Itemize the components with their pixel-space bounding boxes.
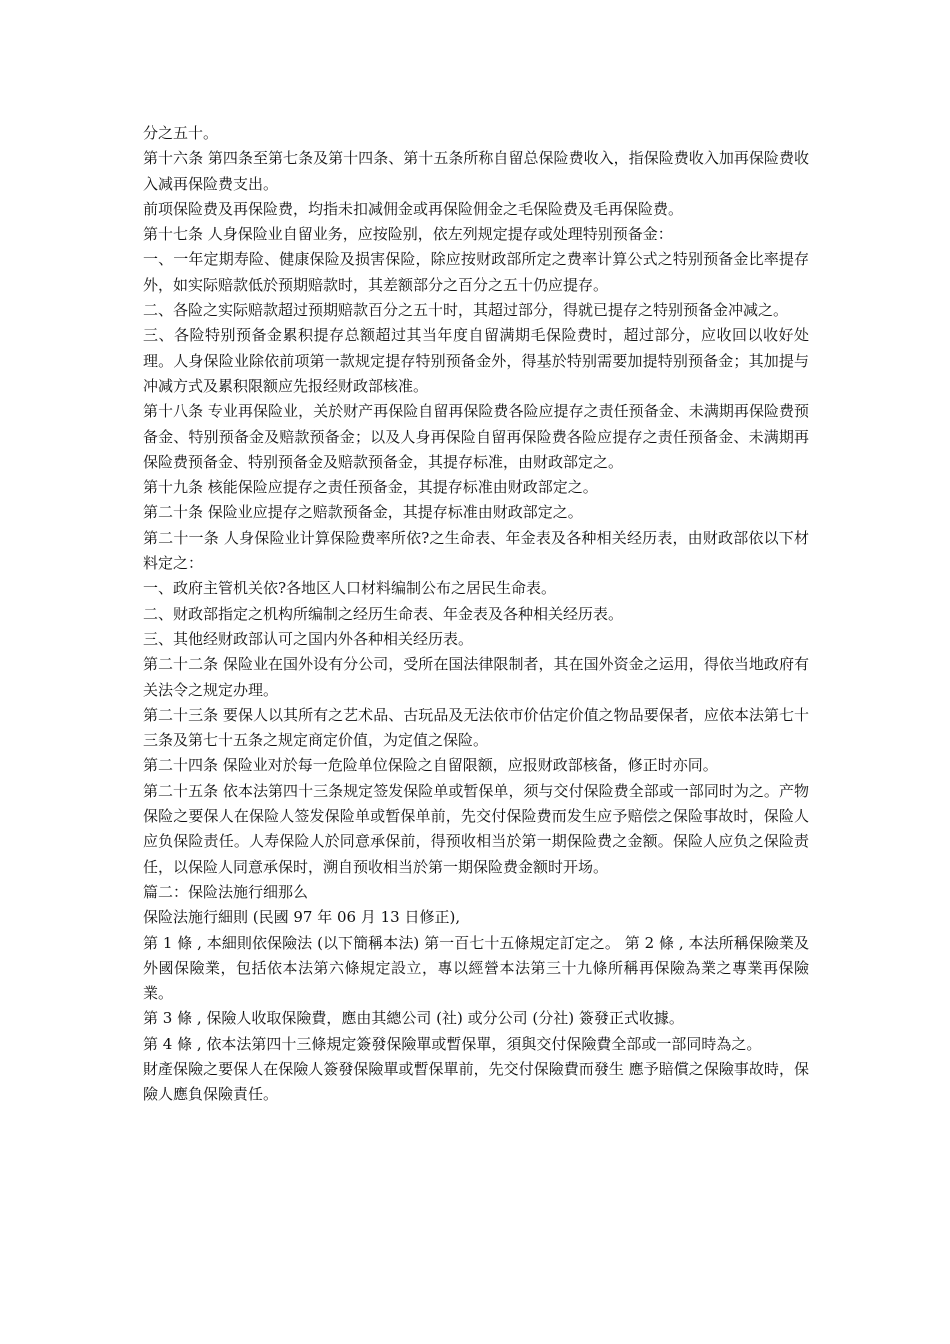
paragraph: 分之五十。 (143, 124, 219, 142)
paragraph: 第二十条 保险业应提存之赔款预备金，其提存标准由财政部定之。 (143, 503, 583, 522)
paragraph: 二、财政部指定之机构所编制之经历生命表、年金表及各种相关经历表。 (143, 604, 624, 623)
paragraph: 一、政府主管机关依?各地区人口材料编制公布之居民生命表。 (143, 579, 557, 598)
paragraph: 第十七条 人身保险业自留业务，应按险别，依左列规定提存或处理特别预备金： (143, 225, 673, 244)
paragraph: 第二十五条 依本法第四十三条规定签发保险单或暂保单，须与交付保险费全部或一部同时为之。产物保险之要保人在保险人签发保险单或暂保单前，先交付保险费而发生应予赔偿之保险事故时，保险人应负保险责任。人寿保险人於同意承保前，得预收相当於第一期保险费之金额。保险人应负之保险责任，以保险人同意承保时，溯自预收相当於第一期保险费金额时开场。 (143, 781, 809, 876)
paragraph: 第十六条 第四条至第七条及第十四条、第十五条所称自留总保险费收入，指保险费收入加再保险费收入减再保险费支出。 (143, 149, 809, 193)
paragraph: 第 4 條 , 依本法第四十三條規定簽發保險單或暫保單，須與交付保險費全部或一部同時為之。 (143, 1034, 762, 1053)
paragraph: 二、各险之实际赔款超过预期赔款百分之五十时，其超过部分，得就已提存之特别预备金冲减之。 (143, 301, 789, 320)
paragraph: 第十八条 专业再保险业，关於财产再保险自留再保险费各险应提存之责任预备金、未满期再保险费预备金、特别预备金及赔款预备金；以及人身再保险自留再保险费各险应提存之责任预备金、未满期再保险费预备金、特别预备金及赔款预备金，其提存标准，由财政部定之。 (143, 402, 809, 471)
paragraph: 保险法施行細則 (民國 97 年 06 月 13 日修正), (143, 908, 461, 927)
document-body (143, 121, 809, 1108)
section-heading: 篇二：保险法施行细那么 (143, 882, 309, 901)
paragraph: 三、各险特别预备金累积提存总额超过其当年度自留满期毛保险费时，超过部分，应收回以收好处理。人身保险业除依前项第一款规定提存特别预备金外，得基於特别需要加提特别预备金；其加提与冲减方式及累积限额应先报经财政部核准。 (143, 326, 809, 395)
paragraph: 一、一年定期寿险、健康保险及损害保险，除应按财政部所定之费率计算公式之特别预备金比率提存外，如实际赔款低於预期赔款时，其差额部分之百分之五十仍应提存。 (143, 250, 809, 294)
paragraph: 三、其他经财政部认可之国内外各种相关经历表。 (143, 629, 474, 648)
paragraph: 第 1 條 , 本細則依保險法 (以下簡稱本法) 第一百七十五條規定訂定之。 第 2 條 , 本法所稱保險業及外國保險業，包括依本法第六條規定設立，專以經營本法第三十九條所稱再保險為業之專業再保險業。 (143, 933, 809, 1003)
paragraph: 前项保险费及再保险费，均指未扣减佣金或再保险佣金之毛保险费及毛再保险费。 (143, 199, 684, 218)
paragraph: 第 3 條 , 保險人收取保險費，應由其總公司 (社) 或分公司 (分社) 簽發正式收據。 (143, 1009, 684, 1028)
paragraph: 第二十四条 保险业对於每一危险单位保险之自留限额，应报财政部核备，修正时亦同。 (143, 756, 718, 775)
paragraph: 第二十二条 保险业在国外设有分公司，受所在国法律限制者，其在国外资金之运用，得依当地政府有关法令之规定办理。 (143, 655, 809, 699)
paragraph: 第二十一条 人身保险业计算保险费率所依?之生命表、年金表及各种相关经历表，由财政部依以下材料定之： (143, 528, 809, 573)
paragraph: 第二十三条 要保人以其所有之艺术品、古玩品及无法依市价估定价值之物品要保者，应依本法第七十三条及第七十五条之规定商定价值，为定值之保险。 (143, 705, 809, 750)
paragraph: 第十九条 核能保险应提存之责任预备金，其提存标准由财政部定之。 (143, 478, 598, 497)
paragraph: 財產保險之要保人在保險人簽發保險單或暫保單前，先交付保險費而發生 應予賠償之保險事故時，保險人應負保險責任。 (143, 1059, 809, 1104)
